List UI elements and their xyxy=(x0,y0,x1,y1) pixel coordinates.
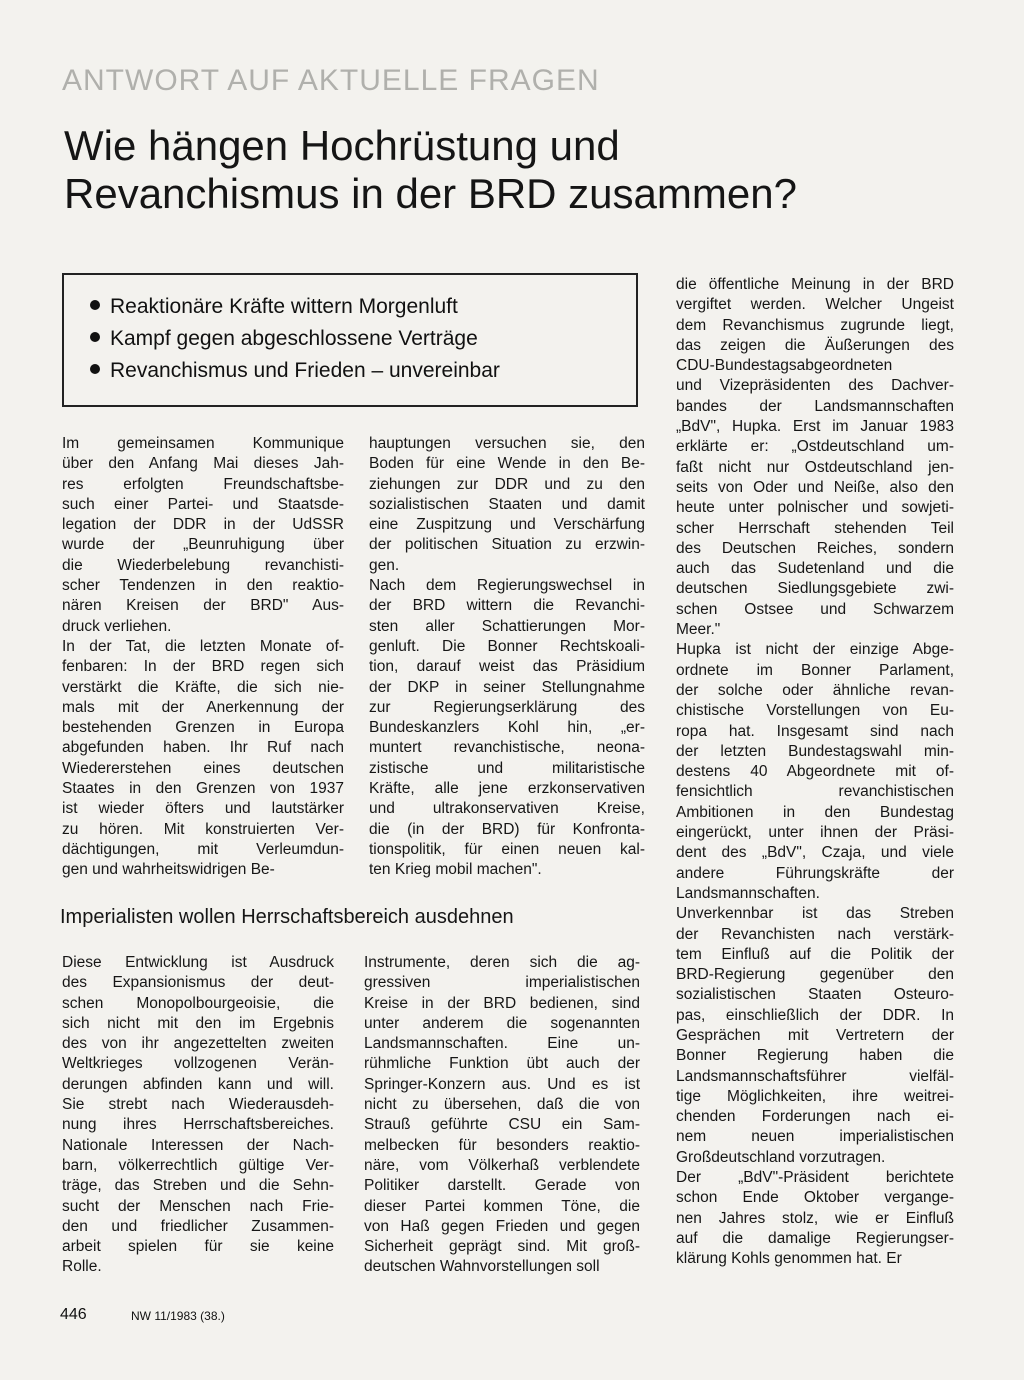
text-line: Diese Entwicklung ist Ausdruck xyxy=(62,954,334,971)
text-line: abgefunden haben. Ihr Ruf nach xyxy=(62,739,344,757)
text-line: Großdeutschland vorzutragen. xyxy=(676,1148,886,1166)
text-line: mals mit der Anerkennung der xyxy=(62,698,344,716)
text-line: Bundeskanzlers Kohl hin, „er- xyxy=(369,719,645,737)
text-line: res erfolgten Freundschaftsbe- xyxy=(62,475,344,493)
text-line: der solche oder ähnliche revan- xyxy=(676,681,954,699)
text-line: die öffentliche Meinung in der BRD xyxy=(676,276,954,293)
text-line: such einer Partei- und Staatsde- xyxy=(62,495,344,513)
text-line: dächtigungen, mit Verleumdun- xyxy=(62,840,344,858)
text-line: BRD-Regierung gegenüber den xyxy=(676,966,954,984)
page-number: 446 xyxy=(60,1306,87,1323)
text-line: genluft. Die Bonner Rechtskoali- xyxy=(369,637,645,655)
text-line: Sie strebt nach Wiederausdeh- xyxy=(62,1096,334,1114)
text-line: nicht zu übersehen, daß die von xyxy=(364,1096,640,1114)
text-line: Landsmannschaftsführer vielfäl- xyxy=(676,1067,954,1085)
text-line: In der Tat, die letzten Monate of- xyxy=(62,637,344,655)
column-2 xyxy=(369,434,645,881)
text-line: derungen abfinden kann und will. xyxy=(62,1075,334,1093)
text-line: unter anderem die sogenannten xyxy=(364,1014,640,1032)
text-line: Boden für eine Wende in den Be- xyxy=(369,455,645,473)
text-line: chistische Vorstellungen von Eu- xyxy=(676,702,954,720)
text-line: Bonner Regierung haben die xyxy=(676,1047,954,1065)
text-line: Nach dem Regierungswechsel in xyxy=(369,577,645,595)
text-line: die (in der BRD) für Konfronta- xyxy=(369,820,645,838)
text-line: ordnete im Bonner Parlament, xyxy=(676,661,954,679)
text-line: Weltkrieges vollzogenen Verän- xyxy=(62,1055,334,1073)
text-line: nären Kreisen der BRD" Aus- xyxy=(62,597,344,615)
text-line: heute unter polnischer und sowjeti- xyxy=(676,499,954,517)
page-title xyxy=(64,122,864,218)
kicker: ANTWORT AUF AKTUELLE FRAGEN xyxy=(62,64,600,97)
text-line: Nationale Interessen der Nach- xyxy=(62,1136,334,1154)
text-line: vergiftet werden. Welcher Ungeist xyxy=(676,296,954,314)
summary-item-text: Reaktionäre Kräfte wittern Morgenluft xyxy=(110,295,458,318)
summary-item-text: Kampf gegen abgeschlossene Verträge xyxy=(110,327,478,350)
summary-item-text: Revanchismus und Frieden – unvereinbar xyxy=(110,359,500,382)
text-line: des Expansionismus der deut- xyxy=(62,974,334,992)
text-line: dent des „BdV", Czaja, und viele xyxy=(676,844,954,862)
text-line: ten Krieg mobil machen". xyxy=(369,861,542,879)
text-line: klärung Kohls genommen hat. Er xyxy=(676,1250,902,1268)
text-line: das zeigen die Äußerungen des xyxy=(676,336,954,354)
text-line: gen. xyxy=(369,556,400,574)
text-line: Kräfte, alle jene erzkonservativen xyxy=(369,780,645,798)
text-line: gen und wahrheitswidrigen Be- xyxy=(62,861,275,879)
text-line: tige Möglichkeiten, ihre weitrei- xyxy=(676,1087,954,1105)
section-subhead: Imperialisten wollen Herrschaftsbereich ausdehnen xyxy=(60,906,514,928)
text-line: sozialistischen Staaten Osteuro- xyxy=(676,986,954,1004)
text-line: verstärkt die Kräfte, die sich nie- xyxy=(62,678,344,696)
text-line: Hupka ist nicht der einzige Abge- xyxy=(676,641,954,659)
text-line: nen Jahres stolz, wie er Einfluß xyxy=(676,1209,954,1227)
text-line: Rolle. xyxy=(62,1258,102,1276)
text-line: arbeit spielen für sie keine xyxy=(62,1238,334,1256)
text-line: nem neuen imperialistischen xyxy=(676,1128,954,1146)
text-line: ropa hat. Insgesamt sind nach xyxy=(676,722,954,740)
text-line: Im gemeinsamen Kommunique xyxy=(62,435,344,452)
text-line: eine Zuspitzung und Verschärfung xyxy=(369,516,645,534)
text-line: des Deutschen Reiches, sondern xyxy=(676,539,954,557)
text-line: Unverkennbar ist das Streben xyxy=(676,905,954,923)
text-line: auch das Sudetenland und die xyxy=(676,560,954,578)
text-line: ziehungen zur DDR und zu den xyxy=(369,475,645,493)
text-line: deutschen Siedlungsgebiete zwi- xyxy=(676,580,954,598)
text-line: zu hören. Mit konstruierten Ver- xyxy=(62,820,344,838)
text-line: dem Revanchismus zugrunde liegt, xyxy=(676,316,954,334)
text-line: erklärte er: „Ostdeutschland um- xyxy=(676,438,954,456)
text-line: pas, einschließlich der DDR. In xyxy=(676,1006,954,1024)
text-line: Gesprächen mit Vertretern der xyxy=(676,1026,954,1044)
text-line: deutschen Wahnvorstellungen soll xyxy=(364,1258,600,1276)
title-line-1: Wie hängen Hochrüstung und xyxy=(64,122,620,169)
text-line: eingerückt, unter ihnen der Präsi- xyxy=(676,824,954,842)
text-line: barn, völkerrechtlich gültige Ver- xyxy=(62,1156,334,1174)
column-3 xyxy=(676,275,954,1270)
text-line: Politiker darstellt. Gerade von xyxy=(364,1177,640,1195)
text-line: zistische und militaristische xyxy=(369,759,645,777)
text-line: über den Anfang Mai dieses Jah- xyxy=(62,455,344,473)
text-line: sten aller Schattierungen Mor- xyxy=(369,617,645,635)
text-line: ist wieder öfters und lautstärker xyxy=(62,800,344,818)
text-line: hauptungen versuchen sie, den xyxy=(369,435,645,452)
text-line: sozialistischen Staaten und damit xyxy=(369,495,645,513)
text-line: Strauß geführte CSU ein Sam- xyxy=(364,1116,640,1134)
bullet-icon xyxy=(90,364,100,374)
text-line: schen Monopolbourgeoisie, die xyxy=(62,994,334,1012)
summary-item xyxy=(90,355,636,387)
column-1 xyxy=(62,434,344,881)
text-line: und Vizepräsidenten des Dachver- xyxy=(676,377,954,395)
text-line: Kreise in der BRD bedienen, sind xyxy=(364,994,640,1012)
text-line: dieser Partei kommen Töne, die xyxy=(364,1197,640,1215)
title-line-2: Revanchismus in der BRD zusammen? xyxy=(64,170,797,217)
text-line: des von ihr angezettelten zweiten xyxy=(62,1035,334,1053)
text-line: der letzten Bundestagswahl min- xyxy=(676,742,954,760)
text-line: fenbaren: In der BRD regen sich xyxy=(62,658,344,676)
text-line: seits von Oder und Neiße, also den xyxy=(676,478,954,496)
text-line: legation der DDR in der UdSSR xyxy=(62,516,344,534)
text-line: faßt nicht nur Ostdeutschland jen- xyxy=(676,458,954,476)
text-line: bestehenden Grenzen in Europa xyxy=(62,719,344,737)
column-4 xyxy=(62,953,334,1278)
text-line: der Revanchisten nach verstärk- xyxy=(676,925,954,943)
text-line: „BdV", Hupka. Erst im Januar 1983 xyxy=(676,418,954,436)
text-line: bandes der Landsmannschaften xyxy=(676,397,954,415)
text-line: tionspolitik, für einen neuen kal- xyxy=(369,840,645,858)
text-line: schen Ostsee und Schwarzem xyxy=(676,600,954,618)
text-line: sucht der Menschen nach Frie- xyxy=(62,1197,334,1215)
text-line: muntert revanchistische, neona- xyxy=(369,739,645,757)
text-line: Landsmannschaften. Eine un- xyxy=(364,1035,640,1053)
text-line: andere Führungskräfte der xyxy=(676,864,954,882)
text-line: Landsmannschaften. xyxy=(676,884,820,902)
text-line: Springer-Konzern aus. Und es ist xyxy=(364,1075,640,1093)
text-line: chenden Forderungen nach ei- xyxy=(676,1108,954,1126)
text-line: druck verliehen. xyxy=(62,617,172,635)
summary-item xyxy=(90,323,636,355)
text-line: der politischen Situation zu erzwin- xyxy=(369,536,645,554)
summary-box xyxy=(62,273,638,407)
text-line: rühmliche Funktion übt auch der xyxy=(364,1055,640,1073)
bullet-icon xyxy=(90,332,100,342)
text-line: den und friedlicher Zusammen- xyxy=(62,1217,334,1235)
text-line: träge, das Streben und die Sehn- xyxy=(62,1177,334,1195)
text-line: tem Einfluß auf die Politik der xyxy=(676,945,954,963)
summary-item xyxy=(90,291,636,323)
text-line: Wiedererstehen eines deutschen xyxy=(62,759,344,777)
text-line: zur Regierungserklärung des xyxy=(369,698,645,716)
text-line: Der „BdV"-Präsident berichtete xyxy=(676,1169,954,1187)
column-5 xyxy=(364,953,640,1278)
text-line: gressiven imperialistischen xyxy=(364,974,640,992)
source-citation: NW 11/1983 (38.) xyxy=(131,1309,225,1323)
text-line: auf die damalige Regierungser- xyxy=(676,1229,954,1247)
text-line: sich nicht mit den im Ergebnis xyxy=(62,1014,334,1032)
text-line: Instrumente, deren sich die ag- xyxy=(364,954,640,971)
text-line: der DKP in seiner Stellungnahme xyxy=(369,678,645,696)
text-line: tion, darauf weist das Präsidium xyxy=(369,658,645,676)
text-line: destens 40 Abgeordnete mit of- xyxy=(676,763,954,781)
text-line: schon Ende Oktober vergange- xyxy=(676,1189,954,1207)
text-line: der BRD wittern die Revanchi- xyxy=(369,597,645,615)
text-line: die Wiederbelebung revanchisti- xyxy=(62,556,344,574)
text-line: näre, vom Völkerhaß verblendete xyxy=(364,1156,640,1174)
text-line: Sicherheit geprägt sind. Mit groß- xyxy=(364,1238,640,1256)
text-line: von Haß gegen Frieden und gegen xyxy=(364,1217,640,1235)
text-line: wurde der „Beunruhigung über xyxy=(62,536,344,554)
text-line: Ambitionen in den Bundestag xyxy=(676,803,954,821)
text-line: melbecken für besonders reaktio- xyxy=(364,1136,640,1154)
bullet-icon xyxy=(90,300,100,310)
text-line: scher Herrschaft stehenden Teil xyxy=(676,519,954,537)
text-line: nung ihres Herrschaftsbereiches. xyxy=(62,1116,334,1134)
text-line: Staates in den Grenzen von 1937 xyxy=(62,780,344,798)
text-line: Meer." xyxy=(676,621,721,639)
text-line: scher Tendenzen in den reaktio- xyxy=(62,577,344,595)
text-line: fensichtlich revanchistischen xyxy=(676,783,954,801)
text-line: und ultrakonservativen Kreise, xyxy=(369,800,645,818)
text-line: CDU-Bundestagsabgeordneten xyxy=(676,357,893,375)
